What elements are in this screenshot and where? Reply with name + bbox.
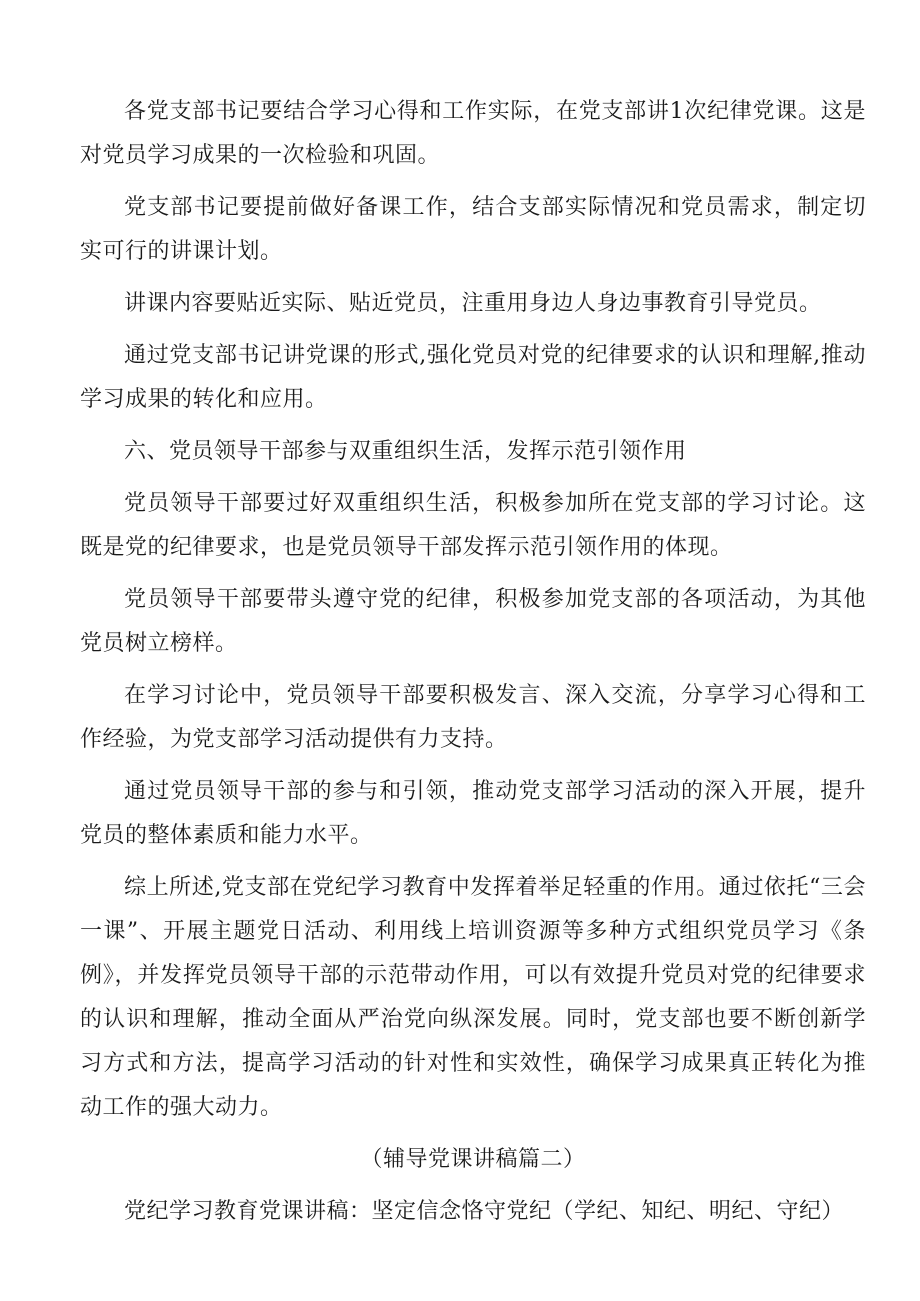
paragraph: 党员领导干部要过好双重组织生活，积极参加所在党支部的学习讨论。这既是党的纪律要求，也是党员领导干部发挥示范引领作用的体现。 [80, 491, 866, 560]
paragraph: 讲课内容要贴近实际、贴近党员，注重用身边人身边事教育引导党员。 [124, 291, 822, 316]
next-title: 党纪学习教育党课讲稿：坚定信念恪守党纪（学纪、知纪、明纪、守纪） [124, 1199, 845, 1224]
document-body [80, 90, 866, 1242]
paragraph: 通过党支部书记讲党课的形式,强化党员对党的纪律要求的认识和理解,推动学习成果的转化和应用。 [80, 343, 866, 412]
paragraph: 党员领导干部要带头遵守党的纪律，积极参加党支部的各项活动，为其他党员树立榜样。 [80, 587, 866, 656]
summary-paragraph: 综上所述,党支部在党纪学习教育中发挥着举足轻重的作用。通过依托“三会一课”、开展主题党日活动、利用线上培训资源等多种方式组织党员学习《条例》，并发挥党员领导干部的示范带动作用，可以有效提升党员对党的纪律要求的认识和理解，推动全面从严治党向纵深发展。同时，党支部也要不断创新学习方式和方法，提高学习活动的针对性和实效性，确保学习成果真正转化为推动工作的强大动力。 [80, 875, 866, 1120]
paragraph: 党支部书记要提前做好备课工作，结合支部实际情况和党员需求，制定切实可行的讲课计划。 [80, 195, 866, 264]
paragraph: 在学习讨论中，党员领导干部要积极发言、深入交流，分享学习心得和工作经验，为党支部学习活动提供有力支持。 [80, 683, 866, 752]
section-caption: （辅导党课讲稿篇二） [360, 1147, 586, 1172]
paragraph: 通过党员领导干部的参与和引领，推动党支部学习活动的深入开展，提升党员的整体素质和能力水平。 [80, 779, 866, 848]
paragraph: 各党支部书记要结合学习心得和工作实际，在党支部讲1次纪律党课。这是对党员学习成果的一次检验和巩固。 [80, 99, 866, 168]
section-heading: 六、党员领导干部参与双重组织生活，发挥示范引领作用 [124, 439, 687, 464]
